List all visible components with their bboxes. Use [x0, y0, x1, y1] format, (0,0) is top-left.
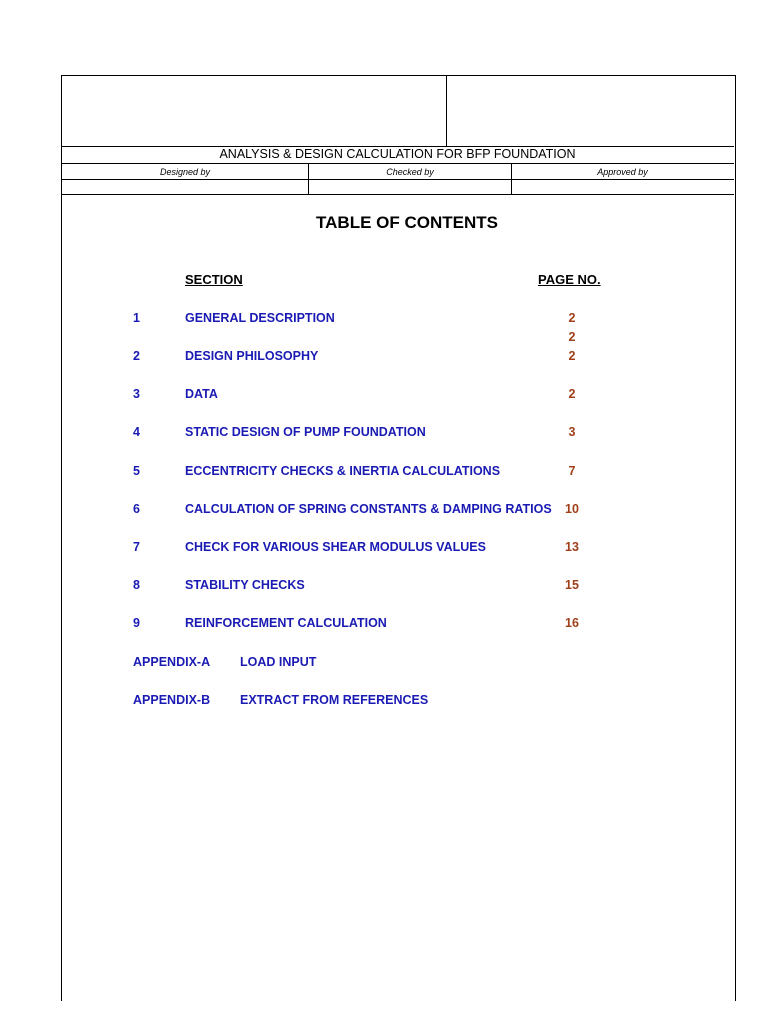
toc-title: TABLE OF CONTENTS [316, 213, 498, 232]
toc-num: 8 [133, 578, 140, 592]
designed-by-label: Designed by [159, 167, 211, 177]
toc-page: 15 [565, 578, 579, 592]
toc-page: 7 [568, 464, 576, 478]
toc-page: 3 [568, 425, 576, 439]
toc-num: 4 [133, 425, 140, 439]
toc-page: 2 [568, 387, 576, 401]
document-title: ANALYSIS & DESIGN CALCULATION FOR BFP FOUNDATION [219, 147, 576, 161]
toc-link[interactable]: DATA [185, 387, 218, 401]
toc-page: 2 [568, 311, 576, 325]
toc-link[interactable]: ECCENTRICITY CHECKS & INERTIA CALCULATIONS [185, 464, 501, 478]
toc-link[interactable]: CHECK FOR VARIOUS SHEAR MODULUS VALUES [185, 540, 486, 554]
toc-page-extra: 2 [568, 330, 576, 344]
toc-link[interactable]: CALCULATION OF SPRING CONSTANTS & DAMPING RATIOS [185, 502, 552, 516]
rule [61, 194, 734, 195]
toc-link[interactable]: DESIGN PHILOSOPHY [185, 349, 319, 363]
toc-num: 3 [133, 387, 140, 401]
appendix-label: APPENDIX-A [133, 655, 211, 669]
toc-link[interactable]: STABILITY CHECKS [185, 578, 305, 592]
toc-num: 9 [133, 616, 140, 630]
header-divider [446, 75, 447, 146]
approved-by-label: Approved by [597, 167, 648, 177]
toc-page: 13 [565, 540, 579, 554]
appendix-link[interactable]: EXTRACT FROM REFERENCES [240, 693, 429, 707]
toc-num: 2 [133, 349, 140, 363]
rule [61, 179, 734, 180]
section-header: SECTION [185, 272, 243, 287]
checked-by-label: Checked by [386, 167, 434, 177]
page-header: PAGE NO. [538, 272, 601, 287]
rule [61, 163, 734, 164]
toc-link[interactable]: REINFORCEMENT CALCULATION [185, 616, 387, 630]
toc-page: 16 [565, 616, 579, 630]
toc-link[interactable]: GENERAL DESCRIPTION [185, 311, 335, 325]
toc-num: 6 [133, 502, 140, 516]
appendix-link[interactable]: LOAD INPUT [240, 655, 317, 669]
toc-link[interactable]: STATIC DESIGN OF PUMP FOUNDATION [185, 425, 426, 439]
toc-num: 5 [133, 464, 140, 478]
toc-num: 7 [133, 540, 140, 554]
toc-page: 10 [565, 502, 579, 516]
toc-page: 2 [568, 349, 576, 363]
toc-num: 1 [133, 311, 140, 325]
appendix-label: APPENDIX-B [133, 693, 211, 707]
